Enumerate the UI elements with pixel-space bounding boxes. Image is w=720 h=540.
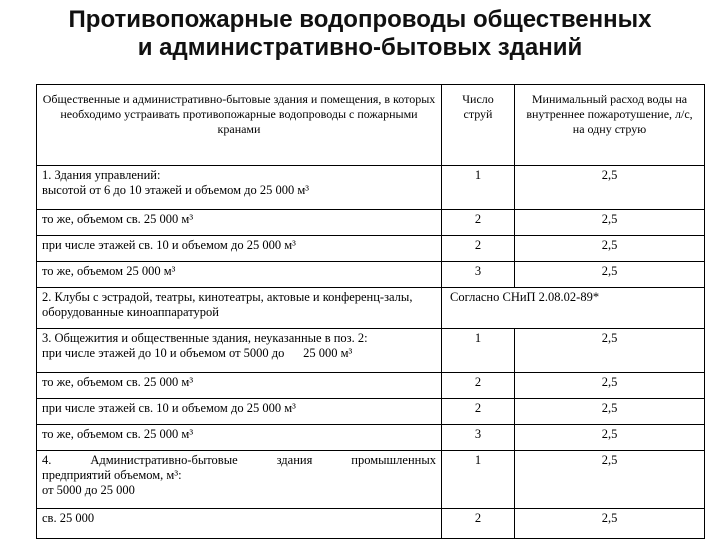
title-line-2: и административно-бытовых зданий [137,34,583,61]
header-min-flow: Минимальный расход воды на внутреннее пожаротушение, л/с, на одну струю [515,85,705,166]
header-jet-count: Число струй [442,85,515,166]
table-row [37,509,705,539]
row-desc: 1. Здания управлений: высотой от 6 до 10 этажей и объемом до 25 000 м³ [37,166,442,210]
title-line-1: Противопожарные водопроводы общественных [68,6,652,33]
row-desc [37,451,442,509]
row-flow: 2,5 [515,236,705,262]
table-row [37,373,705,399]
table-row [37,451,705,509]
row-desc-line1: 4. Административно-бытовые здания промышленных [42,453,436,467]
row-jets: 1 [442,451,515,509]
table-row [37,166,705,210]
table-row [37,236,705,262]
row-desc: то же, объемом св. 25 000 м³ [37,373,442,399]
row-jets: 2 [442,373,515,399]
row-desc: при числе этажей св. 10 и объемом до 25 000 м³ [37,399,442,425]
table-row [37,399,705,425]
row-desc: то же, объемом св. 25 000 м³ [37,210,442,236]
row-flow: 2,5 [515,262,705,288]
row-desc: св. 25 000 [37,509,442,539]
row-jets: 2 [442,236,515,262]
row-jets: 2 [442,399,515,425]
table-header-row [37,85,705,166]
row-jets: 3 [442,425,515,451]
header-building-type: Общественные и административно-бытовые здания и помещения, в которых необходимо устраивать противопожарные водопроводы с пожарными кранами [37,85,442,166]
row-flow: 2,5 [515,509,705,539]
row-flow: 2,5 [515,425,705,451]
table-row [37,288,705,329]
row-desc: то же, объемом св. 25 000 м³ [37,425,442,451]
table-row [37,425,705,451]
row-jets: 1 [442,329,515,373]
page-title [0,6,720,62]
row-desc: при числе этажей св. 10 и объемом до 25 000 м³ [37,236,442,262]
table-row [37,210,705,236]
row-desc: 3. Общежития и общественные здания, неуказанные в поз. 2: при числе этажей до 10 и объемом от 5000 до 25 000 м³ [37,329,442,373]
row-flow: 2,5 [515,210,705,236]
row-flow: 2,5 [515,166,705,210]
fire-water-supply-table [36,84,705,539]
table-row [37,329,705,373]
table-row [37,262,705,288]
row-desc: то же, объемом 25 000 м³ [37,262,442,288]
row-flow: 2,5 [515,451,705,509]
row-desc-rest: предприятий объемом, м³: от 5000 до 25 000 [42,468,182,497]
row-jets: 1 [442,166,515,210]
row-jets: 3 [442,262,515,288]
row-desc: 2. Клубы с эстрадой, театры, кинотеатры, актовые и конференц-залы, оборудованные киноаппаратурой [37,288,442,329]
row-jets: 2 [442,509,515,539]
row-flow: 2,5 [515,373,705,399]
row-span-reference: Согласно СНиП 2.08.02-89* [442,288,705,329]
row-jets: 2 [442,210,515,236]
row-flow: 2,5 [515,399,705,425]
row-flow: 2,5 [515,329,705,373]
